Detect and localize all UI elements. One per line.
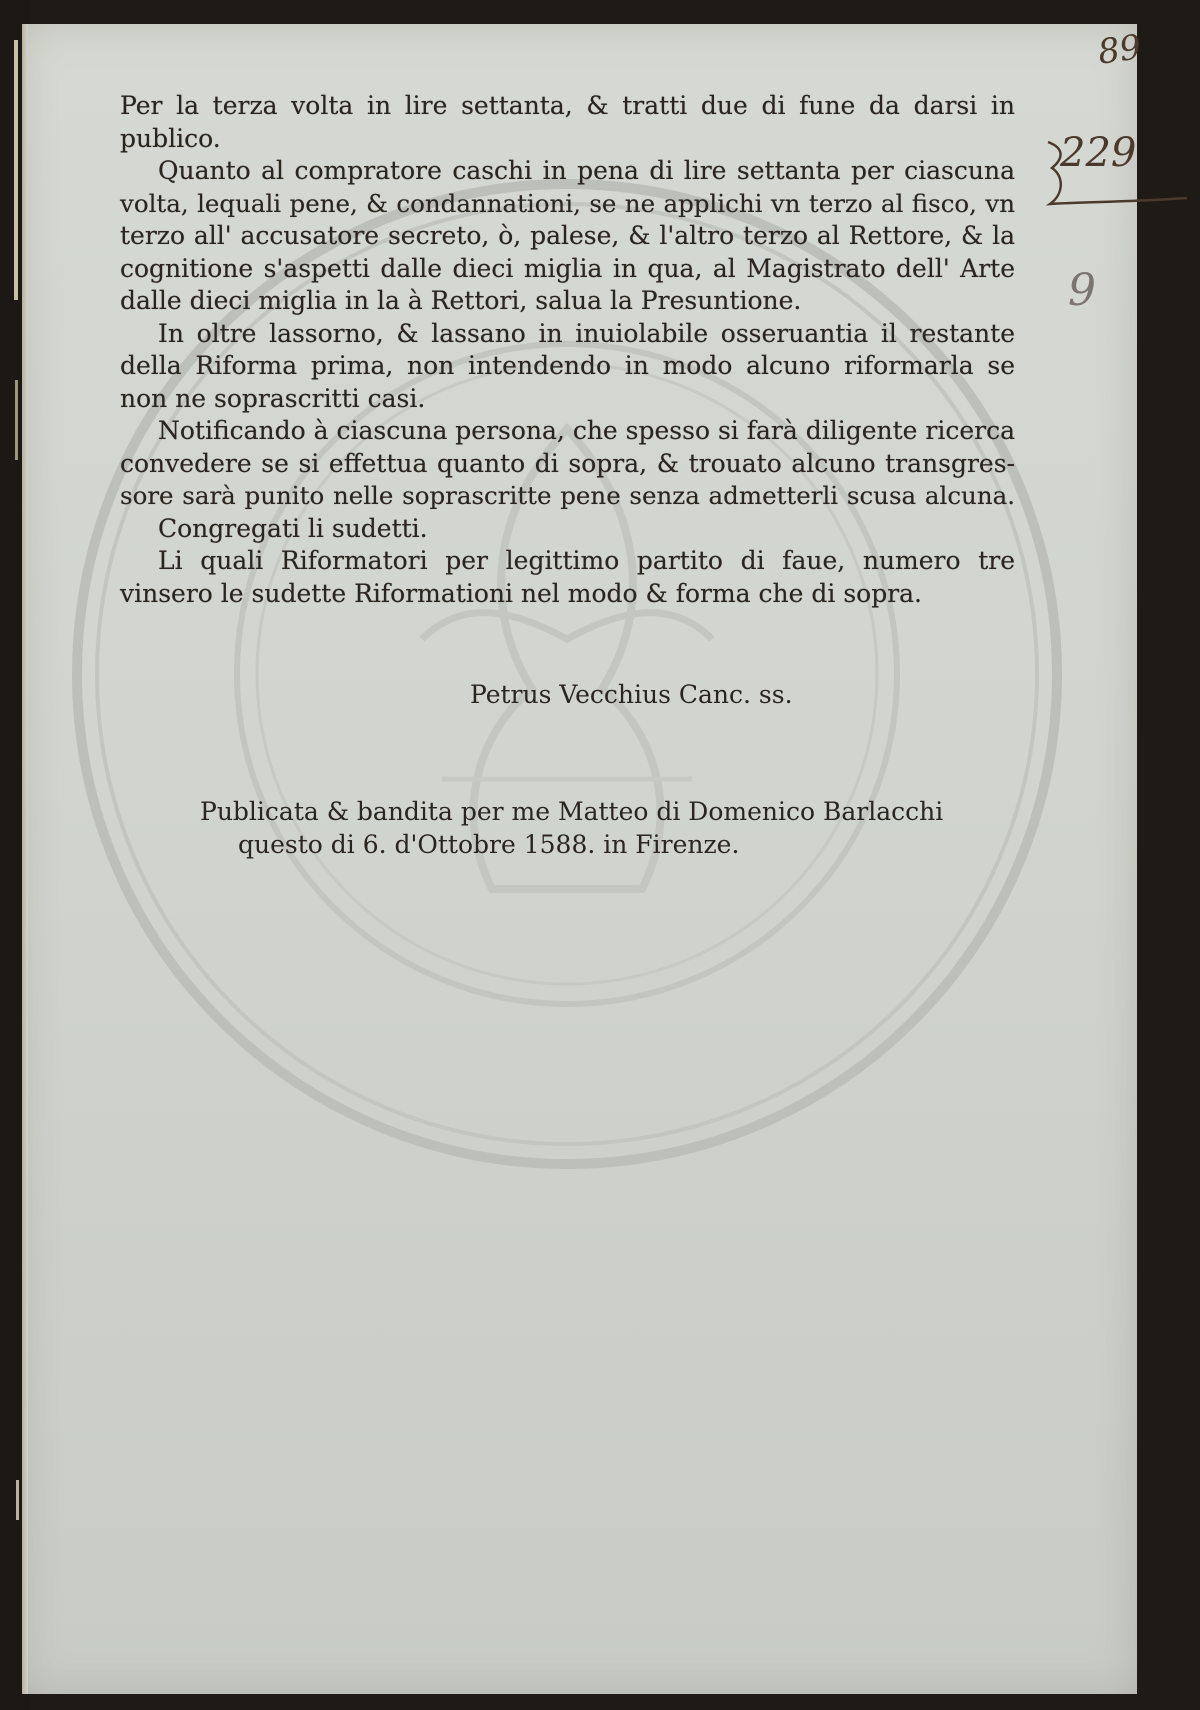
body-line: publico.	[120, 123, 221, 153]
body-line: Per la terza volta in lire settanta, & tratti due di fune da darsi in	[120, 91, 1015, 120]
body-line: Notificando à ciascuna persona, che spesso si farà diligente ricerca	[158, 416, 1015, 445]
body-line: della Riforma prima, non intendendo in modo alcuno riformarla se	[120, 351, 1015, 380]
body-line: Congregati li sudetti.	[158, 513, 428, 543]
body-line: vinsero le sudette Riformationi nel modo & forma che di sopra.	[120, 578, 923, 608]
body-line: terzo all' accusatore secreto, ò, palese, & l'altro terzo al Rettore, & la	[120, 221, 1015, 250]
publication-line: questo di 6. d'Ottobre 1588. in Firenze.	[238, 830, 740, 859]
body-line: non ne soprascritti casi.	[120, 383, 426, 413]
document-body-text	[120, 90, 1015, 610]
body-line: sore sarà punito nelle soprascritte pene senza admetterli scusa alcuna.	[120, 481, 1015, 510]
body-line: cognitione s'aspetti dalle dieci miglia in qua, al Magistrato dell' Arte	[120, 253, 1015, 283]
body-line: convedere se si effettua quanto di sopra, & trouato alcuno transgres-	[120, 448, 1015, 478]
page-gutter-edge	[22, 24, 28, 1694]
handwritten-folio-number: 229	[1060, 130, 1137, 176]
publication-note	[200, 795, 1020, 861]
body-line: volta, lequali pene, & condannationi, se ne applichi vn terzo al fisco, vn	[120, 188, 1015, 218]
body-line: Li quali Riformatori per legittimo partito di faue, numero tre	[158, 546, 1015, 575]
body-line: In oltre lassorno, & lassano in inuiolabile osseruantia il restante	[158, 318, 1015, 348]
publication-line: Publicata & bandita per me Matteo di Domenico Barlacchi	[200, 797, 944, 826]
handwritten-page-number: 9	[1068, 265, 1096, 316]
body-line: Quanto al compratore caschi in pena di lire settanta per ciascuna	[158, 156, 1015, 185]
handwritten-folio-number-top: 89	[1095, 27, 1144, 73]
body-line: dalle dieci miglia in la à Rettori, salua la Presuntione.	[120, 286, 802, 315]
signature-line: Petrus Vecchius Canc. ss.	[470, 680, 793, 709]
